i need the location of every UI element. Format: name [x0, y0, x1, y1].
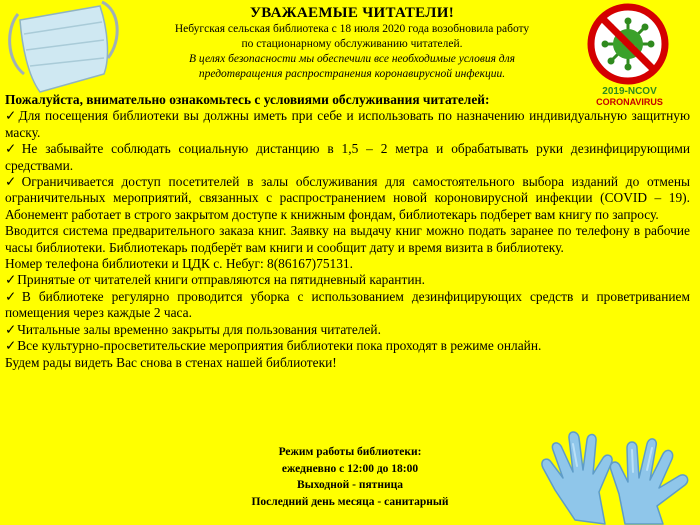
rule-text: Для посещения библиотеки вы должны иметь при себе и использовать по назначению индивидуальную защитную маску.: [5, 108, 690, 140]
schedule-daily: ежедневно с 12:00 до 18:00: [281, 462, 419, 475]
virus-badge-line-2: CORONAVIRUS: [596, 97, 663, 107]
rule-text: Все культурно-просветительские мероприятия библиотеки пока проходят в режиме онлайн.: [17, 338, 542, 354]
virus-badge-line-1: 2019-NCOV: [602, 86, 657, 97]
face-mask-image: [4, 0, 122, 96]
phone-text: Номер телефона библиотеки и ЦДК с. Небуг: 8(86167)75131.: [5, 256, 353, 272]
header-line-1: Небугская сельская библиотека с 18 июля 2020 года возобновила работу: [174, 23, 530, 35]
rule-item: [5, 141, 690, 174]
schedule-title: Режим работы библиотеки:: [278, 446, 422, 458]
page-title: УВАЖАЕМЫЕ ЧИТАТЕЛИ!: [249, 5, 454, 21]
notice-body: [5, 92, 690, 371]
notice-header: [128, 4, 576, 82]
check-icon: ✓: [5, 288, 21, 304]
rule-text: Принятые от читателей книги отправляются на пятидневный карантин.: [17, 272, 426, 288]
rule-text: Читальные залы временно закрыты для пользования читателей.: [17, 321, 381, 337]
check-icon: ✓: [5, 108, 18, 124]
no-virus-icon: [584, 2, 672, 86]
check-icon: ✓: [5, 321, 17, 337]
preorder-text: Вводится система предварительного заказа книг. Заявку на выдачу книг можно подать заранее по телефону в рабочие часы библиотеки. Библиотекарь подберёт вам книги и сообщит дату и время визита в библиотеку.: [5, 223, 690, 255]
schedule-block: [150, 444, 550, 510]
rule-item: [5, 289, 690, 322]
check-icon: ✓: [5, 272, 17, 288]
rule-text: Ограничивается доступ посетителей в залы обслуживания для самостоятельного выбора изданий до отмены ограничительных мероприятий, связанных с распространением новой короновирусной инфекции (COVID – 19). Абонемент работает в строго закрытом доступе к книжным фондам, библиотекарь подберет вам книгу по запросу.: [5, 174, 690, 222]
header-line-2: по стационарному обслуживанию читателей.: [241, 38, 463, 50]
check-icon: ✓: [5, 338, 17, 354]
rule-item: [5, 322, 690, 338]
rule-text: Не забывайте соблюдать социальную дистанцию в 1,5 – 2 метра и обрабатывать руки дезинфицирующими средствами.: [5, 141, 690, 173]
rule-item: [5, 338, 690, 354]
check-icon: ✓: [5, 174, 21, 190]
closing-text: Будем рады видеть Вас снова в стенах нашей библиотеки!: [5, 354, 337, 370]
gloves-image: [535, 420, 700, 525]
rule-item: [5, 174, 690, 223]
intro-text: Пожалуйста, внимательно ознакомьтесь с условиями обслуживания читателей:: [5, 92, 490, 107]
rule-item: [5, 272, 690, 288]
rule-text: В библиотеке регулярно проводится уборка с использованием дезинфицирующих средств и проветриванием помещения через каждые 2 часа.: [5, 288, 690, 321]
rule-item: [5, 108, 690, 141]
check-icon: ✓: [5, 141, 21, 157]
header-line-3: В целях безопасности мы обеспечили все необходимые условия для: [189, 53, 515, 65]
schedule-sanitary: Последний день месяца - санитарный: [251, 495, 449, 508]
header-line-4: предотвращения распространения коронавирусной инфекции.: [198, 68, 506, 80]
schedule-day-off: Выходной - пятница: [297, 479, 403, 492]
